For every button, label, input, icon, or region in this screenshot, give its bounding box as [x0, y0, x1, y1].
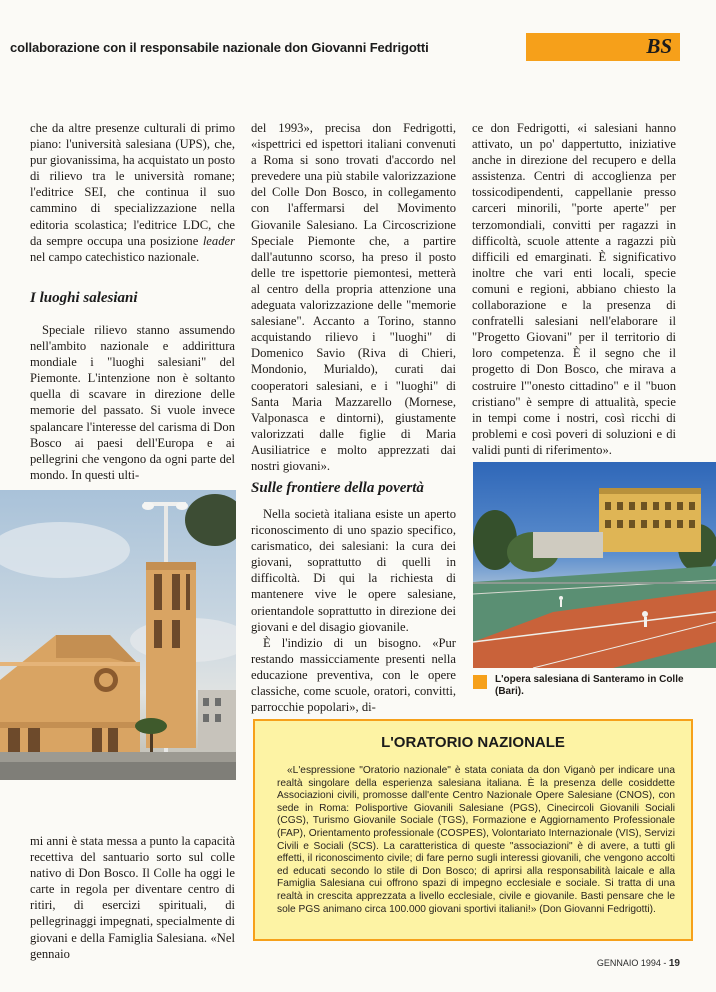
oratorio-nazionale-box [253, 719, 693, 941]
article-column-1-mid [30, 322, 235, 483]
article-paragraph: Speciale rilievo stanno assumendo nell'ambito nazionale e addirittura mondiale i "luoghi salesiani" del Piemonte. L'intenzione non è soltanto quella di scavare in direzione delle memorie del passato. Si vuole invece spalancare l'interesse del carisma di Don Bosco ai paesi dell'Europa e ai pellegrini che vengono da ogni parte del mondo. In questi ulti- [30, 323, 235, 482]
article-paragraph: che da altre presenze culturali di primo piano: l'università salesiana (UPS), che, pur giovanissima, ha acquistato un posto di rilievo tra le università romane; l'editrice SEI, che continua il suo cammino di specializzazione nella editoria scolastica; l'editrice LDC, che da sempre occupa una posizione leader nel campo catechistico nazionale. [30, 121, 235, 264]
article-paragraph: ce don Fedrigotti, «i salesiani hanno attivato, un po' dappertutto, iniziative anche in direzione del recupero e della assistenza. Centri di accoglienza per tossicodipendenti, cappellanie presso carceri minorili, "porte aperte" per terzomondiali, convitti per ragazzi in difficoltà, scuole attente a ragazzi più difficili ed emarginati. È significativo inoltre che vari enti locali, specie comuni e regioni, abbiano chiesto la collaborazione e la presenza di confratelli salesiani nell'elaborare il "Progetto Giovani" per il territorio di loro competenza. È il segno che il progetto di Don Bosco, che mirava a costruire l'"onesto cittadino" e il "buon cristiano" è sempre di attualità, specie in tempi come i nostri, così ricchi di problemi e così poveri di soluzioni e di validi punti di riferimento». [472, 121, 676, 457]
subheading-poverta: Sulle frontiere della povertà [251, 480, 424, 496]
article-paragraph: È l'indizio di un bisogno. «Pur restando massicciamente presenti nella educazione preventiva, con le opere classiche, come scuole, oratori, convitti, parrocchie popolari», di- [251, 635, 456, 715]
caption-text: L'opera salesiana di Santeramo in Colle (Bari). [495, 674, 684, 697]
santeramo-illustration [473, 462, 716, 668]
article-column-2 [251, 120, 456, 474]
section-tag-label: BS [646, 34, 672, 58]
box-body: «L'espressione "Oratorio nazionale" è stata coniata da don Viganò per indicare una realtà singolare della esperienza salesiana italiana. È la presenza delle cosiddette Associazioni civili, promosse dall'ente Centro Nazionale Opere Salesiane (CNOS), con sede in Roma: Polisportive Giovanili Salesiane (PGS), Cinecircoli Giovanili Sociali (CGS), Turismo Giovanile Sociale (TGS), Formazione e Aggiornamento Professionale (FAP), Orientamento professionale (COSPES), Volontariato Internazionale (VIS), Servizi Civili e Sociali (SCS). La caratteristica di queste "associazioni" è di avere, a tutti gli effetti, il riconoscimento civile; di fare perno sugli interessi giovanili, che vengono accolti ed educati secondo lo stile di Don Bosco; di aprirsi alla responsabilità laicale e alla Famiglia Salesiana cui offrono spazi di impegno ecclesiale e sociale. Si tratta di una realtà in crescita apprezzata a livello ecclesiale, civile e giovanile. Basti pensare che le sole PGS animano circa 100.000 giovani sportivi italiani!» (Don Giovanni Fedrigotti). [277, 765, 675, 915]
emphasis-leader: leader [202, 233, 235, 248]
article-paragraph: mi anni è stata messa a punto la capacità recettiva del santuario sorto sul colle nativo di Don Bosco. Il Colle ha oggi le carte in regola per diventare centro di ritiri, di esercizi spirituali, di pellegrinaggi impegnati, specialmente di giovani e della Famiglia Salesiana. «Nel gennaio [30, 834, 235, 961]
page-number: 19 [668, 958, 680, 969]
running-title: collaborazione con il responsabile nazionale don Giovanni Fedrigotti [10, 40, 429, 55]
article-paragraph: del 1993», precisa don Fedrigotti, «ispettrici ed ispettori italiani convenuti a Roma si sono trovati d'accordo nel prevedere una più stabile valorizzazione del Colle Don Bosco, in collegamento con l'affermarsi del Movimento Giovanile Salesiano. La Circoscrizione Speciale Piemonte che, a partire dall'autunno scorso, ha preso il posto delle tre ispettorie piemontesi, metterà al centro della propria attenzione una adeguata valorizzazione delle "memorie salesiane". Accanto a Torino, stanno acquistando rilievo i "luoghi" di Domenico Savio (Riva di Chieri, Mondonio, Murialdo), curati dai cooperatori salesiani, e i "luoghi" di Santa Maria Mazzarello (Mornese, Valponasca e dintorni), giustamente valorizzati dalle figlie di Maria Ausiliatrice e molto apprezzati dai nostri giovani». [251, 121, 456, 473]
issue-date: GENNAIO 1994 - [596, 958, 667, 968]
article-column-2-bottom [251, 506, 456, 715]
box-title: L'ORATORIO NAZIONALE [381, 734, 565, 751]
santeramo-photo [473, 462, 716, 668]
article-column-1 [30, 120, 235, 265]
article-column-1-bottom [30, 833, 235, 962]
article-paragraph: Nella società italiana esiste un aperto riconoscimento di uno spazio specifico, carismatico, dei salesiani: la cura dei giovani, soprattutto di quelli in difficoltà. Di qui la richiesta di mantenere vive le opere salesiane, orientandole soprattutto in direzione dei giovani e del disagio giovanile. [251, 507, 456, 634]
article-column-3 [472, 120, 676, 458]
section-tag [526, 33, 680, 61]
church-illustration [0, 490, 236, 780]
page-footer [597, 958, 680, 969]
church-photo [0, 490, 236, 780]
caption-square-marker [473, 675, 487, 689]
subheading-luoghi: I luoghi salesiani [30, 290, 138, 306]
